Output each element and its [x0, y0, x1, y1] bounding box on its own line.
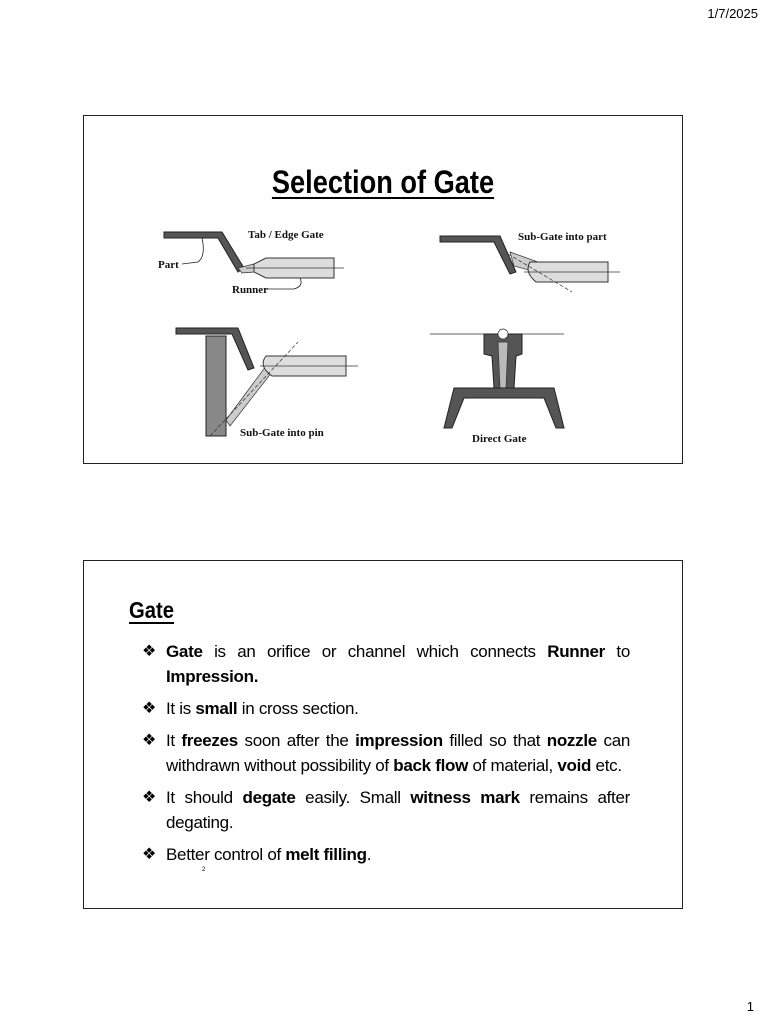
page-number: 1	[746, 999, 754, 1014]
slide-title: Selection of Gate	[271, 164, 495, 200]
gate-types-diagram	[154, 216, 624, 456]
diamond-bullet-icon: ❖	[142, 732, 157, 749]
sub-gate-pin-figure	[176, 328, 358, 439]
bullet-item: ❖ Better control of melt filling.	[142, 842, 630, 867]
slide-selection-of-gate	[83, 115, 683, 464]
runner-leader	[264, 278, 301, 289]
direct-gate-figure	[430, 329, 564, 445]
bullet-item: ❖ It should degate easily. Small witness mark remains after degating.	[142, 785, 630, 835]
part-leader	[182, 238, 203, 264]
slide-number: 2	[202, 867, 206, 873]
diamond-bullet-icon: ❖	[142, 700, 157, 717]
diamond-bullet-icon: ❖	[142, 846, 157, 863]
bullet-item: ❖ Gate is an orifice or channel which connects Runner to Impression.	[142, 639, 630, 689]
sub-gate-part-figure	[440, 231, 620, 292]
diamond-bullet-icon: ❖	[142, 789, 157, 806]
bullet-item: ❖ It freezes soon after the impression filled so that nozzle can withdrawn without possibility of back flow of material, void etc.	[142, 728, 630, 778]
bullet-list	[142, 639, 630, 874]
tab-edge-gate-label: Tab / Edge Gate	[248, 229, 324, 241]
gate-heading: Gate	[129, 597, 175, 623]
part-label: Part	[158, 259, 179, 271]
sub-gate-part-label: Sub-Gate into part	[518, 231, 607, 243]
direct-gate-label: Direct Gate	[472, 433, 527, 445]
slide-gate-definition	[83, 560, 683, 909]
tab-edge-gate-figure	[158, 229, 344, 296]
bullet-item: ❖ It is small in cross section.	[142, 696, 630, 721]
date-header: 1/7/2025	[707, 6, 758, 21]
runner-label: Runner	[232, 284, 269, 296]
sub-gate-pin-label: Sub-Gate into pin	[240, 427, 324, 439]
diamond-bullet-icon: ❖	[142, 643, 157, 660]
